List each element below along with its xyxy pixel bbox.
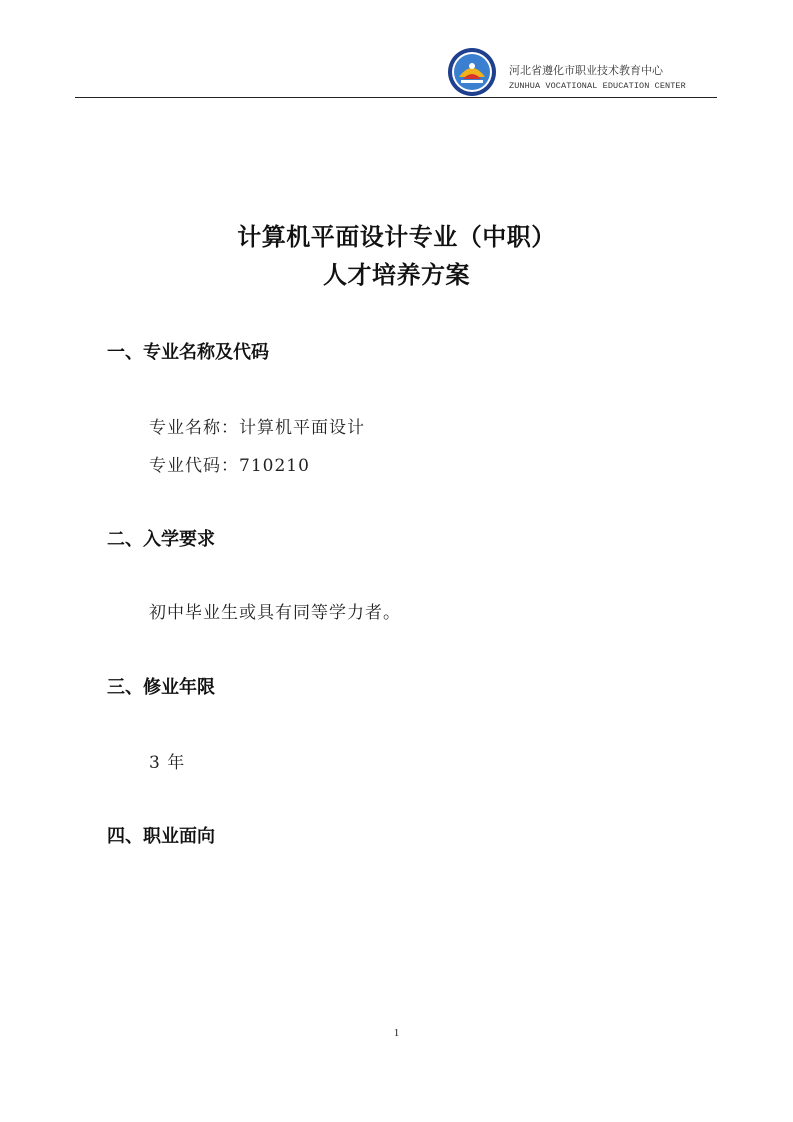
title-line-1: 计算机平面设计专业（中职） [237,223,556,251]
section-heading-major-name-code: 一、专业名称及代码 [107,342,269,363]
document-title [0,218,793,294]
org-name-en: ZUNHUA VOCATIONAL EDUCATION CENTER [509,81,686,91]
section-heading-duration: 三、修业年限 [107,677,215,698]
duration-text: 3 年 [149,753,186,773]
org-name-cn: 河北省遵化市职业技术教育中心 [509,64,663,77]
school-emblem-icon [447,47,497,97]
title-line-2: 人才培养方案 [323,261,470,289]
major-name-line: 专业名称：计算机平面设计 [149,418,365,438]
header-divider [75,97,717,98]
page-number: 1 [393,1027,400,1039]
major-code-line: 专业代码：710210 [149,456,310,476]
section-heading-career: 四、职业面向 [107,826,215,847]
page-header [75,42,717,98]
admission-requirement-text: 初中毕业生或具有同等学力者。 [149,603,401,623]
section-heading-admission: 二、入学要求 [107,529,215,550]
